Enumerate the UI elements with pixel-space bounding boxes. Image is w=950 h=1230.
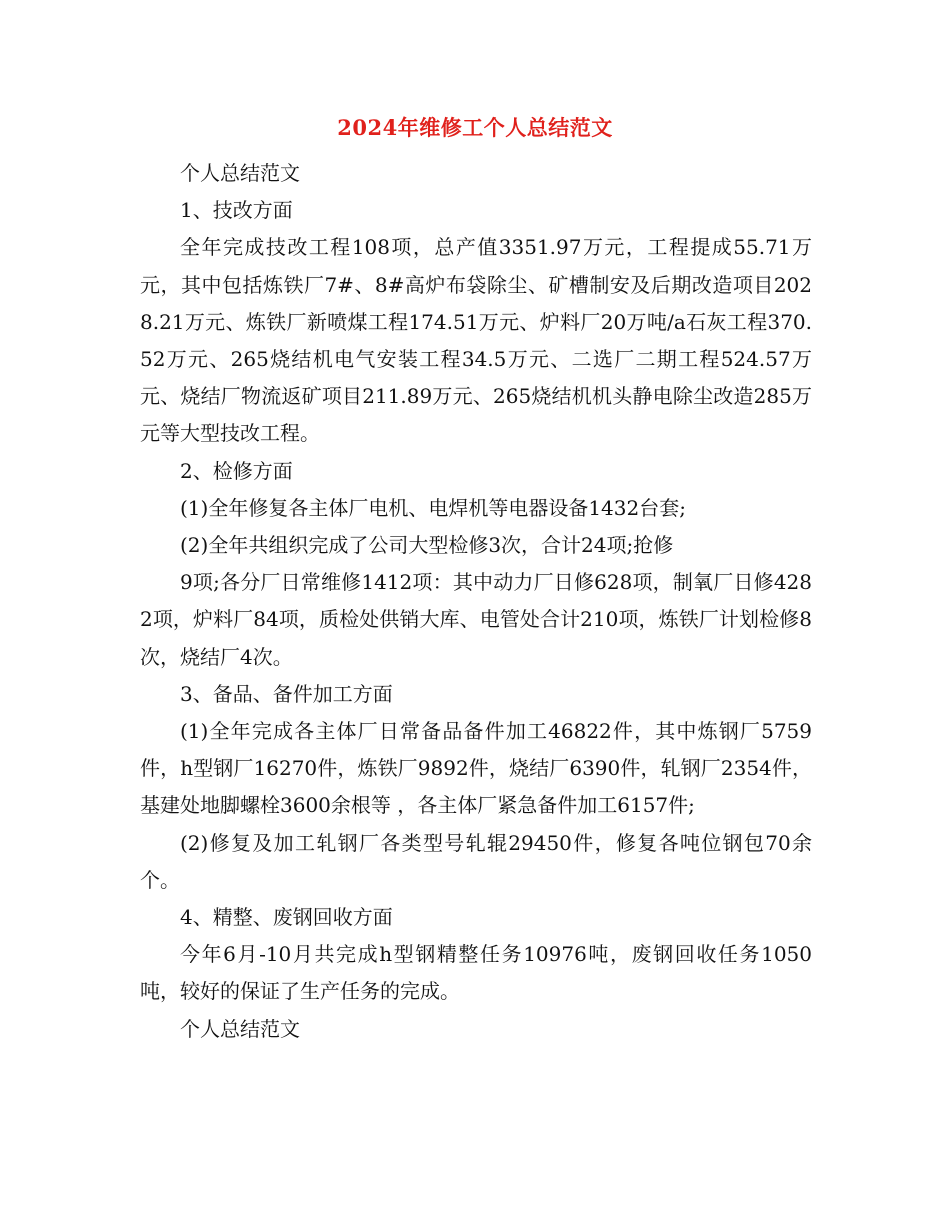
paragraph: 个人总结范文 [180, 161, 300, 185]
paragraph: (2)修复及加工轧钢厂各类型号轧辊29450件，修复各吨位钢包70余个。 [140, 830, 812, 892]
section-heading: 1、技改方面 [180, 198, 293, 223]
paragraph: (1)全年完成各主体厂日常备品备件加工46822件，其中炼钢厂5759件，h型钢厂16270件，炼铁厂9892件，烧结厂6390件，轧钢厂2354件，基建处地脚螺栓3600余根等 ，各主体厂紧急备件加工6157件; [140, 719, 812, 818]
section-heading: 4、精整、废钢回收方面 [180, 905, 393, 930]
document-body [140, 155, 812, 1048]
paragraph: (2)全年共组织完成了公司大型检修3次，合计24项;抢修 [180, 533, 674, 558]
paragraph: 全年完成技改工程108项，总产值3351.97万元，工程提成55.71万元，其中包括炼铁厂7#、8#高炉布袋除尘、矿槽制安及后期改造项目2028.21万元、炼铁厂新喷煤工程174.51万元、炉料厂20万吨/a石灰工程370.52万元、265烧结机电气安装工程34.5万元、二选厂二期工程524.57万元、烧结厂物流返矿项目211.89万元、265烧结机机头静电除尘改造285万元等大型技改工程。 [140, 235, 812, 446]
paragraph: 9项;各分厂日常维修1412项：其中动力厂日修628项，制氧厂日修4282项，炉料厂84项，质检处供销大库、电管处合计210项，炼铁厂计划检修8次，烧结厂4次。 [140, 570, 812, 669]
section-heading: 3、备品、备件加工方面 [180, 681, 393, 706]
paragraph: (1)全年修复各主体厂电机、电焊机等电器设备1432台套; [180, 495, 686, 520]
paragraph: 今年6月-10月共完成h型钢精整任务10976吨，废钢回收任务1050吨，较好的保证了生产任务的完成。 [140, 942, 812, 1004]
section-heading: 2、检修方面 [180, 458, 293, 483]
document-title: 2024年维修工个人总结范文 [337, 115, 613, 140]
paragraph: 个人总结范文 [180, 1016, 300, 1041]
